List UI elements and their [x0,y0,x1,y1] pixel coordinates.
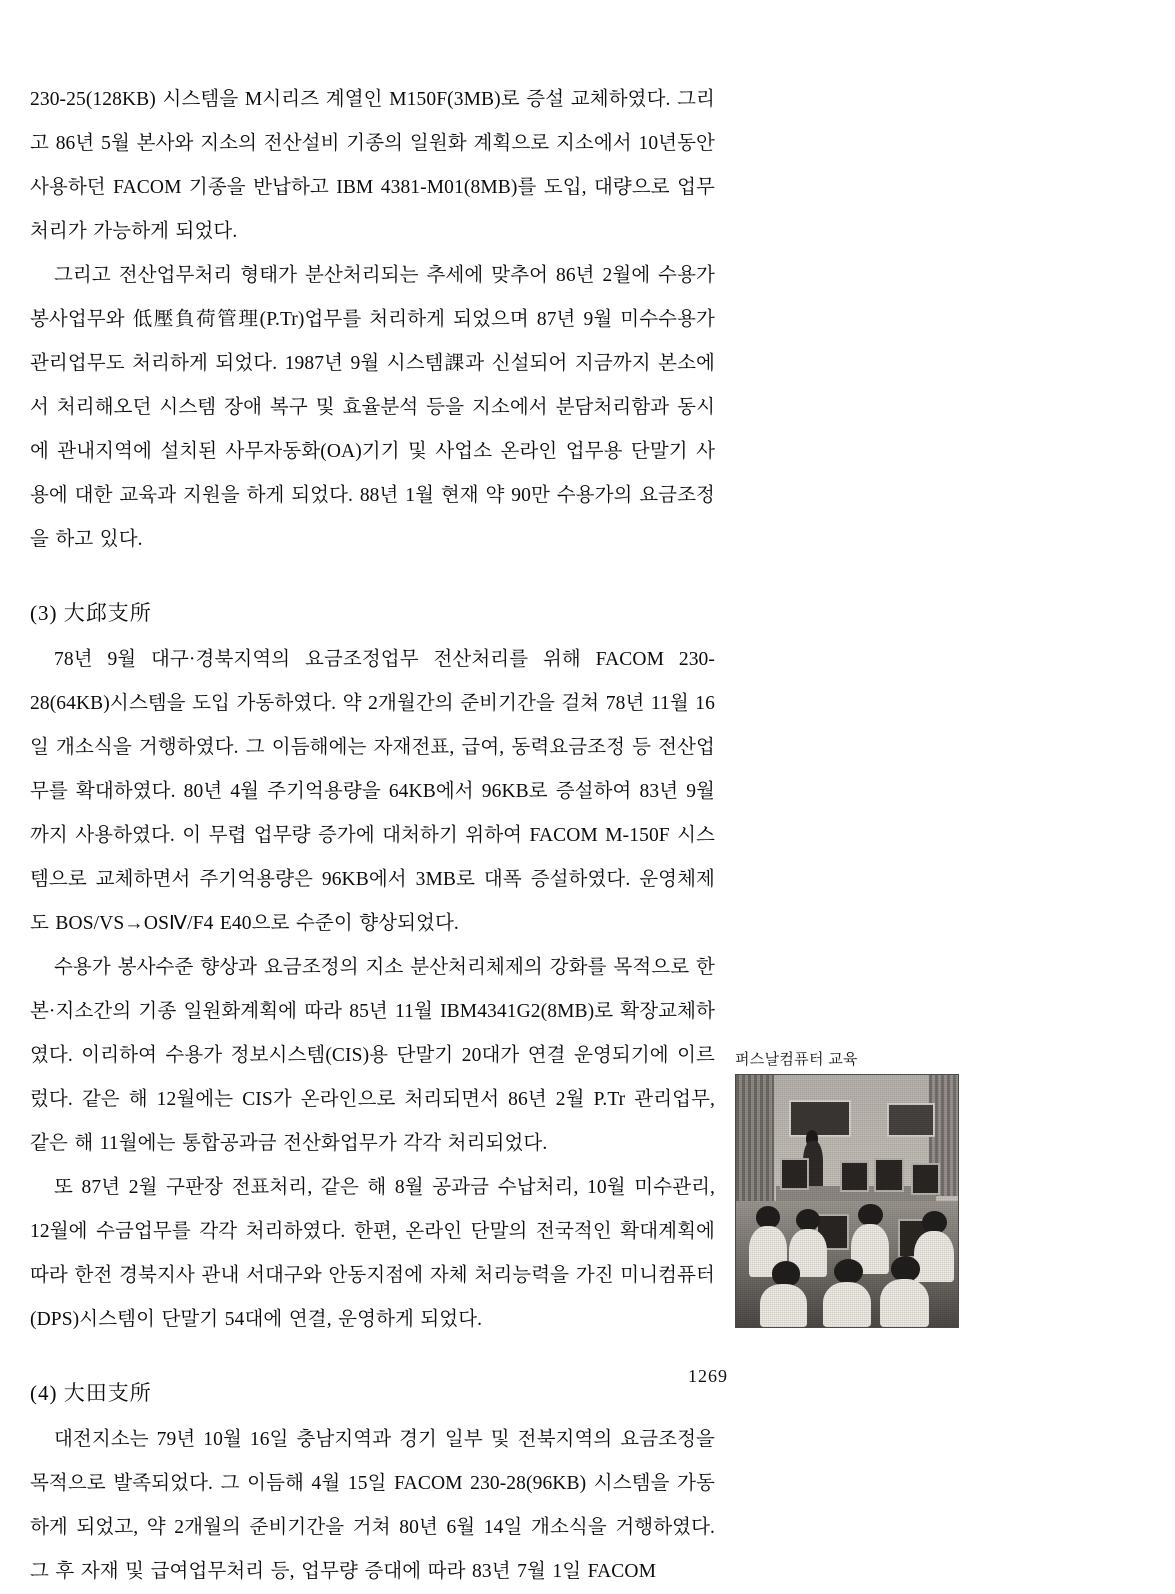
section-heading-3: (3) 大邱支所 [30,601,152,625]
personal-computer-training-photo [735,1074,959,1328]
book-edge [975,0,1175,1446]
figure-caption: 퍼스날컴퓨터 교육 [735,1051,858,1068]
paragraph: 수용가 봉사수준 향상과 요금조정의 지소 분산처리체제의 강화를 목적으로 한 본·지소간의 기종 일원화계획에 따라 85년 11월 IBM4341G2(8MB)로 확장교체하였다. 이리하여 수용가 정보시스템(CIS)용 단말기 20대가 연결 운영되기에 이르렀다. 같은 해 12월에는 CIS가 온라인으로 처리되면서 86년 2월 P.Tr 관리업무, 같은 해 11월에는 통합공과금 전산화업무가 각각 처리되었다. [30,957,715,1154]
paragraph: 대전지소는 79년 10월 16일 충남지역과 경기 일부 및 전북지역의 요금조정을 목적으로 발족되었다. 그 이듬해 4월 15일 FACOM 230-28(96KB) 시스템을 가동하게 되었고, 약 2개월의 준비기간을 거쳐 80년 6월 14일 개소식을 거행하였다. 그 후 자재 및 급여업무처리 등, 업무량 증대에 따라 83년 7월 1일 FACOM [30,1429,715,1582]
figure [735,1048,957,1328]
section-heading-4: (4) 大田支所 [30,1381,152,1405]
paragraph: 78년 9월 대구·경북지역의 요금조정업무 전산처리를 위해 FACOM 230-28(64KB)시스템을 도입 가동하였다. 약 2개월간의 준비기간을 걸쳐 78년 11월 16일 개소식을 거행하였다. 그 이듬해에는 자재전표, 급여, 동력요금조정 등 전산업무를 확대하였다. 80년 4월 주기억용량을 64KB에서 96KB로 증설하여 83년 9월까지 사용하였다. 이 무렵 업무량 증가에 대처하기 위하여 FACOM M-150F 시스템으로 교체하면서 주기억용량은 96KB에서 3MB로 대폭 증설하였다. 운영체제도 BOS/VS→OSⅣ/F4 E40으로 수준이 향상되었다. [30,649,715,934]
paragraph: 또 87년 2월 구판장 전표처리, 같은 해 8월 공과금 수납처리, 10월 미수관리, 12월에 수금업무를 각각 처리하였다. 한편, 온라인 단말의 전국적인 확대계획에 따라 한전 경북지사 관내 서대구와 안동지점에 자체 처리능력을 가진 미니컴퓨터(DPS)시스템이 단말기 54대에 연결, 운영하게 되었다. [30,1177,715,1330]
page-number: 1269 [688,1366,728,1386]
paragraph: 그리고 전산업무처리 형태가 분산처리되는 추세에 맞추어 86년 2월에 수용가봉사업무와 低壓負荷管理(P.Tr)업무를 처리하게 되었으며 87년 9월 미수수용가 관리업무도 처리하게 되었다. 1987년 9월 시스템課과 신설되어 지금까지 본소에서 처리해오던 시스템 장애 복구 및 효율분석 등을 지소에서 분담처리함과 동시에 관내지역에 설치된 사무자동화(OA)기기 및 사업소 온라인 업무용 단말기 사용에 대한 교육과 지원을 하게 되었다. 88년 1월 현재 약 90만 수용가의 요금조정을 하고 있다. [30,265,715,550]
paragraph: 230-25(128KB) 시스템을 M시리즈 계열인 M150F(3MB)로 증설 교체하였다. 그리고 86년 5월 본사와 지소의 전산설비 기종의 일원화 계획으로 지소에서 10년동안 사용하던 FACOM 기종을 반납하고 IBM 4381-M01(8MB)를 도입, 대량으로 업무처리가 가능하게 되었다. [30,89,715,242]
text-column [30,78,715,1594]
